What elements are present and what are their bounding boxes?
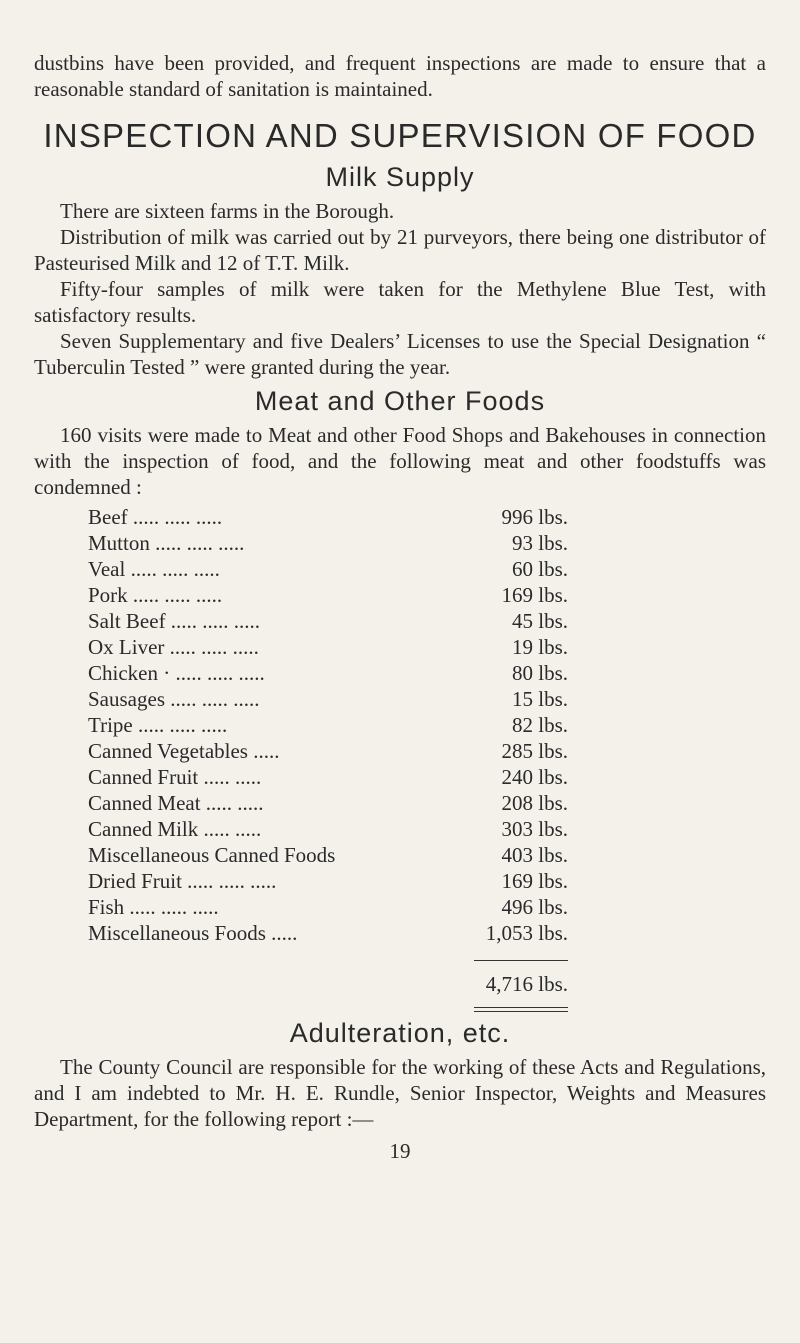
- food-item: Miscellaneous Foods .....: [88, 921, 298, 945]
- table-row: [88, 868, 568, 894]
- food-amount: 82 lbs.: [511, 713, 568, 737]
- meat-paragraph: 160 visits were made to Meat and other Food Shops and Bakehouses in connection with the inspection of food, and the following meat and other foodstuffs was condemned :: [34, 423, 766, 499]
- total-row: [88, 971, 568, 997]
- food-amount: 496 lbs.: [501, 895, 568, 919]
- food-amount: 285 lbs.: [501, 739, 568, 763]
- total-amount: 4,716 lbs.: [485, 972, 568, 996]
- food-item: Canned Milk ..... .....: [88, 817, 262, 841]
- food-item: Pork ..... ..... .....: [88, 583, 223, 607]
- food-amount: 93 lbs.: [511, 531, 568, 555]
- intro-paragraph: dustbins have been provided, and frequent inspections are made to ensure that a reasonable standard of sanitation is maintained.: [34, 51, 766, 101]
- food-amount: 169 lbs.: [501, 583, 568, 607]
- table-row: [88, 660, 568, 686]
- food-item: Chicken · ..... ..... .....: [88, 661, 265, 685]
- milk-subheading: Milk Supply: [325, 162, 475, 192]
- food-amount: 403 lbs.: [501, 843, 568, 867]
- food-item: Miscellaneous Canned Foods: [88, 843, 336, 867]
- table-row: [88, 816, 568, 842]
- document-page: [34, 50, 766, 1164]
- food-amount: 80 lbs.: [511, 661, 568, 685]
- milk-paragraph-3: Fifty-four samples of milk were taken for the Methylene Blue Test, with satisfactory results.: [34, 277, 766, 327]
- table-row: [88, 894, 568, 920]
- food-item: Tripe ..... ..... .....: [88, 713, 228, 737]
- table-row: [88, 582, 568, 608]
- food-amount: 169 lbs.: [501, 869, 568, 893]
- food-item: Canned Fruit ..... .....: [88, 765, 262, 789]
- food-item: Dried Fruit ..... ..... .....: [88, 869, 277, 893]
- table-row: [88, 920, 568, 946]
- food-item: Ox Liver ..... ..... .....: [88, 635, 259, 659]
- table-row: [88, 634, 568, 660]
- food-amount: 1,053 lbs.: [485, 921, 568, 945]
- milk-paragraph-2: Distribution of milk was carried out by 21 purveyors, there being one distributor of Pasteurised Milk and 12 of T.T. Milk.: [34, 225, 766, 275]
- table-row: [88, 686, 568, 712]
- table-row: [88, 608, 568, 634]
- milk-paragraph-4: Seven Supplementary and five Dealers’ Licenses to use the Special Designation “ Tuberculin Tested ” were granted during the year.: [34, 329, 766, 379]
- total-rule: [474, 960, 568, 961]
- page-number: 19: [389, 1139, 411, 1163]
- table-row: [88, 764, 568, 790]
- food-item: Beef ..... ..... .....: [88, 505, 223, 529]
- food-amount: 303 lbs.: [501, 817, 568, 841]
- section-heading: INSPECTION AND SUPERVISION OF FOOD: [43, 117, 757, 154]
- table-row: [88, 504, 568, 530]
- food-item: Canned Meat ..... .....: [88, 791, 264, 815]
- table-row: [88, 556, 568, 582]
- food-amount: 19 lbs.: [511, 635, 568, 659]
- table-row: [88, 842, 568, 868]
- food-amount: 45 lbs.: [511, 609, 568, 633]
- condemned-food-table: [88, 504, 568, 1012]
- food-item: Canned Vegetables .....: [88, 739, 280, 763]
- table-row: [88, 530, 568, 556]
- food-amount: 60 lbs.: [511, 557, 568, 581]
- milk-paragraph-1: There are sixteen farms in the Borough.: [60, 199, 395, 223]
- food-item: Veal ..... ..... .....: [88, 557, 220, 581]
- table-row: [88, 712, 568, 738]
- table-row: [88, 738, 568, 764]
- table-row: [88, 790, 568, 816]
- adulteration-paragraph: The County Council are responsible for the working of these Acts and Regulations, and I am indebted to Mr. H. E. Rundle, Senior Inspector, Weights and Measures Department, for the following report :—: [34, 1055, 766, 1131]
- food-item: Mutton ..... ..... .....: [88, 531, 245, 555]
- food-amount: 208 lbs.: [501, 791, 568, 815]
- adulteration-subheading: Adulteration, etc.: [289, 1018, 511, 1048]
- food-item: Sausages ..... ..... .....: [88, 687, 260, 711]
- meat-subheading: Meat and Other Foods: [254, 386, 546, 416]
- food-item: Fish ..... ..... .....: [88, 895, 219, 919]
- double-rule: [474, 1007, 568, 1012]
- food-amount: 996 lbs.: [501, 505, 568, 529]
- food-amount: 240 lbs.: [501, 765, 568, 789]
- food-item: Salt Beef ..... ..... .....: [88, 609, 261, 633]
- food-amount: 15 lbs.: [511, 687, 568, 711]
- total-block: [88, 960, 568, 1012]
